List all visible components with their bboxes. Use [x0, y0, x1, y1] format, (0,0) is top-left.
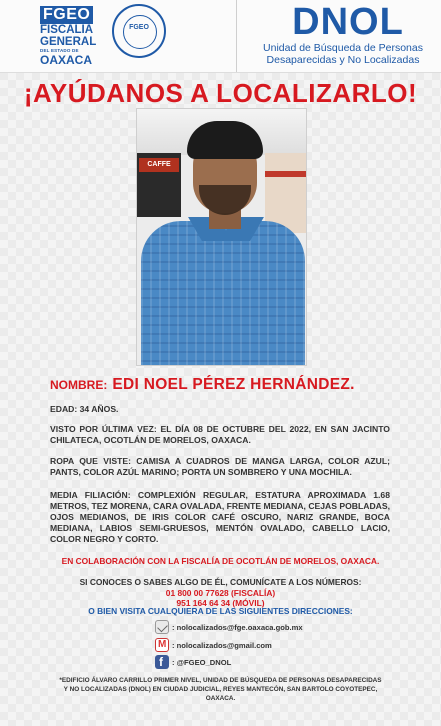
- physical-description: MEDIA FILIACIÓN: COMPLEXIÓN REGULAR, ESTATURA APROXIMADA 1.68 METROS, TEZ MORENA, CARA OVALADA, FRENTE MEDIANA, CEJAS POBLADAS, OJOS MEDIANOS, DE IRIS COLOR CAFÉ OSCURO, NARIZ GRANDE, BOCA MEDIANA, LABIOS SEMI-GRUESOS, MENTÓN OVALADO, CABELLO LACIO, COLOR NEGRO Y CORTO.: [50, 490, 390, 544]
- fgeo-line1: FISCALÍA: [40, 24, 94, 36]
- mail-icon: [155, 620, 169, 634]
- last-seen: VISTO POR ÚLTIMA VEZ: EL DÍA 08 DE OCTUBRE DEL 2022, EN SAN JACINTO CHILATECA, OCOTLÁN DE MORELOS, OAXACA.: [50, 424, 390, 445]
- phone-mobile[interactable]: 951 164 64 34 (MÓVIL): [176, 598, 265, 608]
- contact-facebook[interactable]: [155, 655, 375, 671]
- seal-text: FGEO: [129, 24, 149, 31]
- fgeo-logo: [40, 6, 100, 67]
- dnol-subtitle-line1: Unidad de Búsqueda de Personas: [263, 42, 423, 54]
- header-divider: [236, 0, 237, 72]
- person-hair: [187, 121, 263, 159]
- fgeo-line3: DEL ESTADO DE: [40, 48, 79, 53]
- email-official-text[interactable]: : nolocalizados@fge.oaxaca.gob.mx: [172, 623, 303, 632]
- seal-inner-ring: [123, 15, 157, 49]
- headline: ¡AYÚDANOS A LOCALIZARLO!: [23, 78, 418, 108]
- contact-email-gmail[interactable]: [155, 638, 375, 654]
- photo-cafe-sign: CAFFE: [139, 158, 179, 172]
- facebook-handle-text[interactable]: : @FGEO_DNOL: [172, 658, 232, 667]
- fgeo-line2: GENERAL: [40, 36, 97, 48]
- fgeo-line4: OAXACA: [40, 53, 93, 67]
- footnote-address: *EDIFICIO ÁLVARO CARRILLO PRIMER NIVEL, UNIDAD DE BÚSQUEDA DE PERSONAS DESAPARECIDAS Y NO LOCALIZADAS (DNOL) EN CIUDAD JUDICIAL, REYES MANTECÓN, SAN BARTOLO COYOTEPEC, OAXACA.: [59, 677, 382, 702]
- person-name: EDI NOEL PÉREZ HERNÁNDEZ.: [112, 376, 355, 393]
- facebook-icon: [155, 655, 169, 669]
- gmail-icon: [155, 638, 169, 652]
- missing-person-photo: [136, 108, 307, 366]
- name-row: [50, 374, 440, 394]
- collaboration-note: EN COLABORACIÓN CON LA FISCALÍA DE OCOTLÁN DE MORELOS, OAXACA.: [61, 556, 380, 566]
- contact-email-official[interactable]: [155, 620, 375, 636]
- fgeo-seal-icon: [112, 4, 166, 58]
- email-gmail-text[interactable]: : nolocalizados@gmail.com: [172, 641, 272, 650]
- photo-red-stripe: [265, 171, 306, 177]
- clothing-description: ROPA QUE VISTE: CAMISA A CUADROS DE MANGA LARGA, COLOR AZUL; PANTS, COLOR AZÚL MARINO; PORTA UN SOMBRERO Y UNA MOCHILA.: [50, 456, 390, 477]
- fgeo-mark: FGEO: [40, 6, 93, 24]
- name-label: NOMBRE:: [50, 378, 108, 392]
- header: [0, 0, 441, 73]
- person-shirt: [141, 221, 305, 366]
- dnol-logo: DNOL: [292, 1, 404, 43]
- contact-intro: SI CONOCES O SABES ALGO DE ÉL, COMUNÍCATE A LOS NÚMEROS:: [79, 577, 362, 587]
- visit-directions-note: O BIEN VISITA CUALQUIERA DE LAS SIGUIENTES DIRECCIONES:: [88, 606, 353, 616]
- person-age: EDAD: 34 AÑOS.: [50, 404, 119, 414]
- phone-fiscalia[interactable]: 01 800 00 77628 (FISCALÍA): [165, 588, 276, 598]
- dnol-subtitle-line2: Desaparecidas y No Localizadas: [266, 54, 420, 66]
- person-beard: [199, 185, 251, 215]
